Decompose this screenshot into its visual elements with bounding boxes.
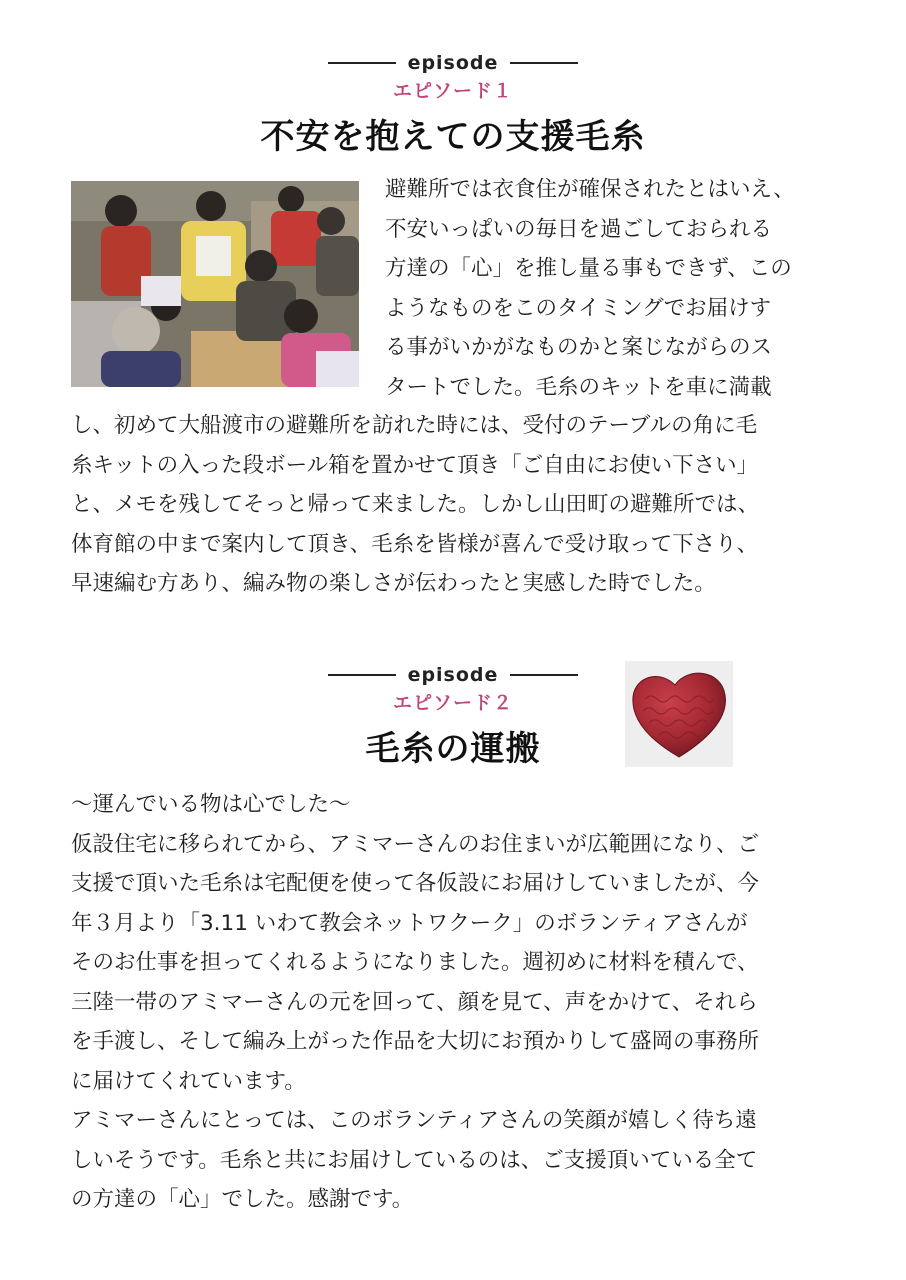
paragraph-line: 三陸一帯のアミマーさんの元を回って、顔を見て、声をかけて、それら [71, 989, 758, 1015]
episode1-body-wrapped [385, 170, 845, 407]
paragraph-line: し、初めて大船渡市の避難所を訪れた時には、受付のテーブルの角に毛 [71, 413, 758, 438]
paragraph-line: と、メモを残してそっと帰って来ました。しかし山田町の避難所では、 [71, 492, 760, 517]
episode2-header [253, 664, 653, 770]
episode1-body-full [71, 406, 851, 604]
evacuation-center-photo [71, 181, 359, 387]
episode1-title: 不安を抱えての支援毛糸 [260, 117, 646, 157]
episode1-header [253, 52, 653, 158]
divider-right [510, 62, 578, 64]
paragraph-line: を手渡し、そして編み上がった作品を大切にお預かりして盛岡の事務所 [71, 1029, 760, 1054]
episode1-label: episode [407, 52, 499, 74]
paragraph-line: 仮設住宅に移られてから、アミマーさんのお住まいが広範囲になり、ご [71, 831, 760, 857]
paragraph-line: 早速編む方あり、編み物の楽しさが伝わったと実感した時でした。 [71, 571, 716, 596]
paragraph-line: タートでした。毛糸のキットを車に満載 [385, 374, 772, 400]
paragraph-line: 体育館の中まで案内して頂き、毛糸を皆様が喜んで受け取って下さり、 [71, 531, 759, 557]
paragraph-line: 支援で頂いた毛糸は宅配便を使って各仮設にお届けしていましたが、今 [71, 871, 760, 896]
paragraph-line: アミマーさんにとっては、このボランティアさんの笑顔が嬉しく待ち遠 [71, 1108, 757, 1133]
divider-right [510, 674, 578, 676]
episode1-label-row [253, 52, 653, 74]
episode2-label: episode [407, 664, 499, 686]
paragraph-line: 糸キットの入った段ボール箱を置かせて頂き「ご自由にお使い下さい」 [71, 452, 759, 478]
paragraph-line: 避難所では衣食住が確保されたとはいえ、 [385, 177, 795, 202]
episode2-body [71, 785, 851, 1220]
divider-left [328, 62, 396, 64]
paragraph-line: そのお仕事を担ってくれるようになりました。週初めに材料を積んで、 [71, 950, 759, 975]
divider-left [328, 674, 396, 676]
paragraph-line: 不安いっぱいの毎日を過ごしておられる [385, 216, 773, 242]
paragraph-line: 年３月より「3.11 いわて教会ネットワクーク」のボランティアさんが [71, 910, 748, 936]
episode2-title: 毛糸の運搬 [365, 729, 541, 769]
paragraph-line: に届けてくれています。 [71, 1068, 306, 1094]
heart-icon [625, 661, 733, 767]
paragraph-line: 方達の「心」を推し量る事もできず、この [385, 256, 792, 281]
paragraph-line: る事がいかがなものかと案じながらのス [385, 335, 773, 360]
paragraph-line: ～運んでいる物は心でした～ [71, 792, 351, 817]
knitted-heart-image [625, 661, 733, 767]
episode1-kana: エピソード１ [392, 80, 513, 102]
episode2-label-row [253, 664, 653, 686]
photo-illustration [71, 181, 359, 387]
paragraph-line: の方達の「心」でした。感謝です。 [71, 1187, 414, 1212]
paragraph-line: ようなものをこのタイミングでお届けす [385, 295, 772, 321]
episode2-kana: エピソード２ [392, 692, 513, 714]
paragraph-line: しいそうです。毛糸と共にお届けしているのは、ご支援頂いている全て [71, 1147, 758, 1173]
